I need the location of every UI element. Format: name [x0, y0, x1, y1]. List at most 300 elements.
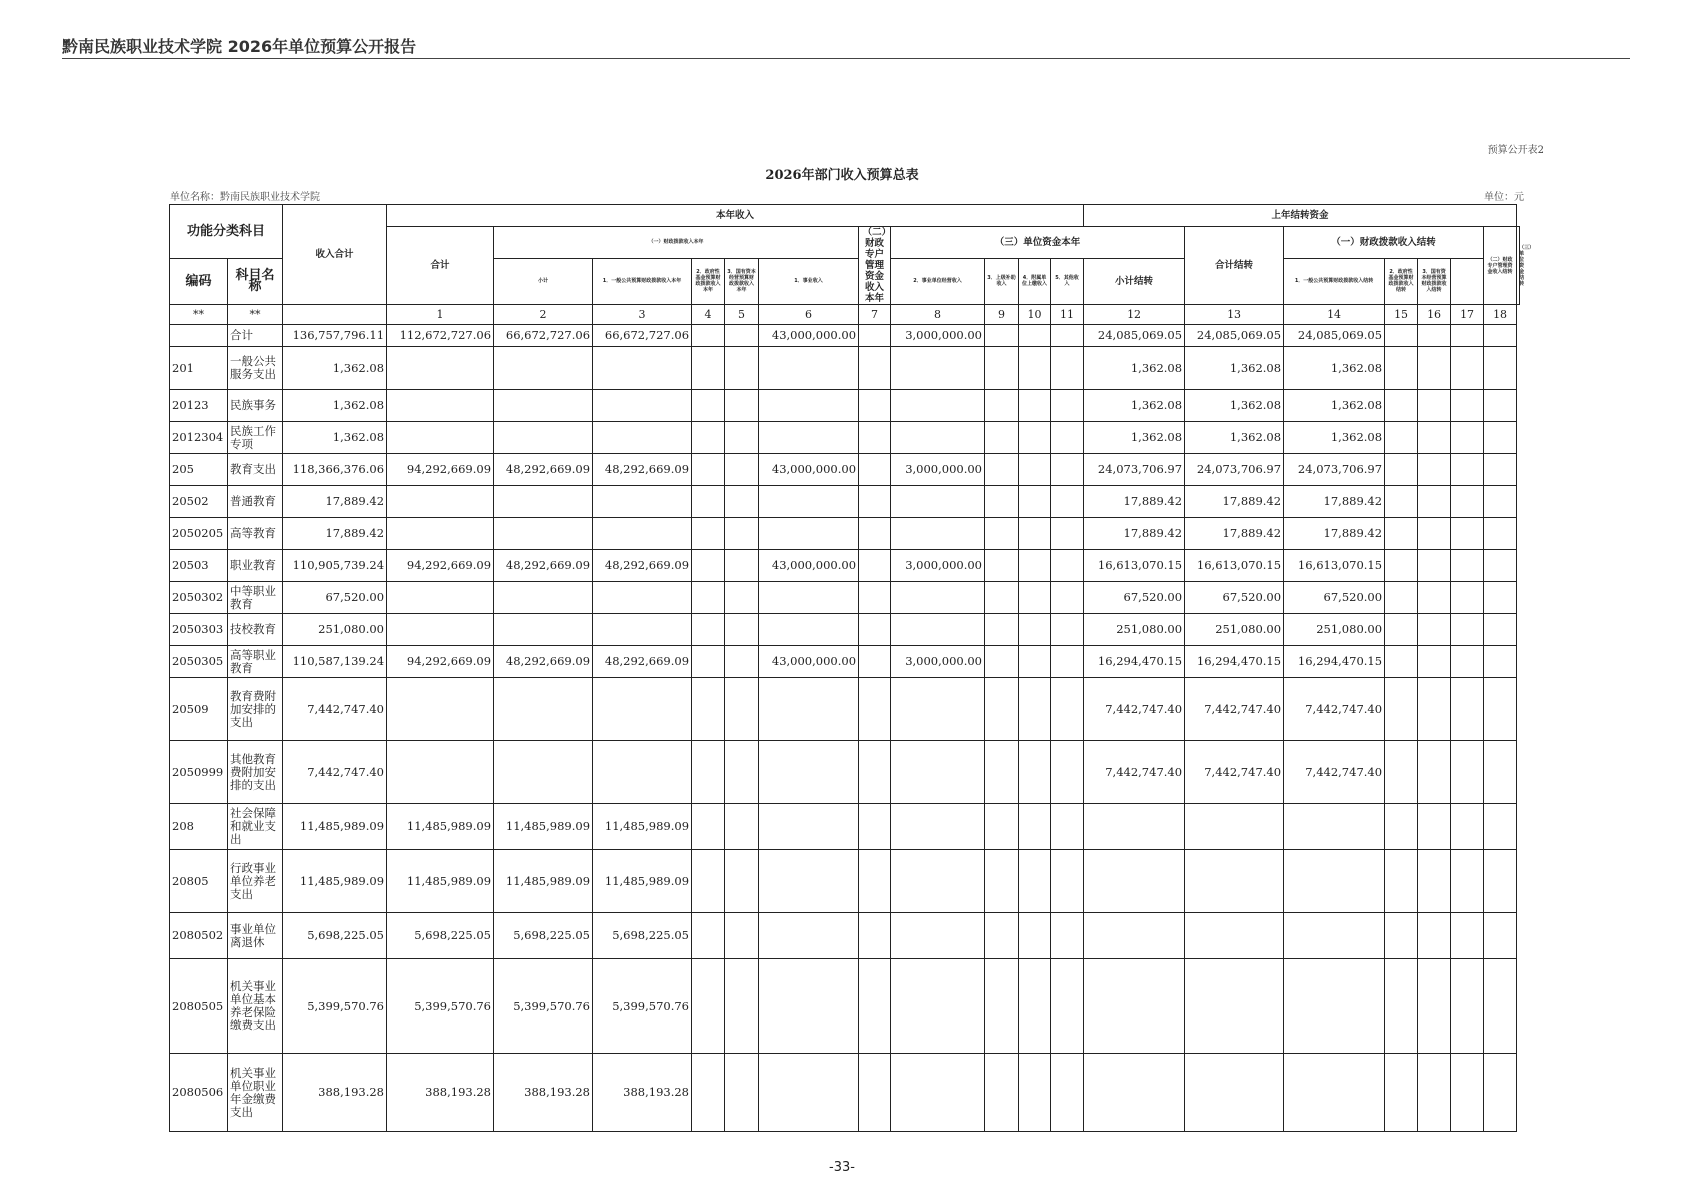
header-gov-fund: 2．政府性基金预算财政拨款收入本年 — [692, 258, 725, 304]
row-code: 20502 — [170, 486, 228, 518]
row-value: 24,073,706.97 — [1185, 454, 1284, 486]
row-code: 2050999 — [170, 741, 228, 804]
row-value — [692, 678, 725, 741]
row-value — [1451, 582, 1484, 614]
row-value — [1451, 614, 1484, 646]
row-value — [1418, 614, 1451, 646]
row-value: 110,587,139.24 — [283, 646, 387, 678]
row-value — [859, 614, 891, 646]
row-value — [1185, 913, 1284, 959]
row-value: 1,362.08 — [283, 422, 387, 454]
header-biz-income: 1．事业收入 — [759, 258, 859, 304]
row-value — [1284, 1054, 1385, 1132]
row-value — [1385, 550, 1418, 582]
row-value — [1051, 325, 1084, 347]
row-value: 7,442,747.40 — [283, 741, 387, 804]
row-value: 11,485,989.09 — [494, 850, 593, 913]
row-code: 20509 — [170, 678, 228, 741]
table-row — [170, 850, 1520, 913]
table-row — [170, 678, 1520, 741]
row-value — [1019, 325, 1051, 347]
row-value — [692, 1054, 725, 1132]
row-value — [692, 614, 725, 646]
row-value — [1019, 646, 1051, 678]
header-state-capital: 3．国有资本经营预算财政拨款收入本年 — [725, 258, 759, 304]
row-value: 43,000,000.00 — [759, 454, 859, 486]
row-value — [1451, 959, 1484, 1054]
col-number: 16 — [1418, 305, 1451, 325]
table-row — [170, 913, 1520, 959]
row-name: 民族事务 — [228, 390, 283, 422]
row-value — [1418, 486, 1451, 518]
row-value — [759, 741, 859, 804]
row-name: 普通教育 — [228, 486, 283, 518]
row-value — [759, 347, 859, 390]
row-value — [891, 804, 985, 850]
row-code: 20805 — [170, 850, 228, 913]
header-carry-general: 1．一般公共预算财政拨款收入结转 — [1284, 258, 1385, 304]
col-number: 9 — [985, 305, 1019, 325]
row-value: 48,292,669.09 — [494, 550, 593, 582]
row-value — [1084, 959, 1185, 1054]
row-value — [859, 325, 891, 347]
row-name: 民族工作专项 — [228, 422, 283, 454]
row-value: 388,193.28 — [593, 1054, 692, 1132]
row-value — [725, 347, 759, 390]
row-value — [1385, 582, 1418, 614]
row-value — [725, 325, 759, 347]
row-value: 17,889.42 — [1185, 518, 1284, 550]
row-value — [1385, 614, 1418, 646]
row-value — [1284, 959, 1385, 1054]
row-value — [692, 325, 725, 347]
table-number: 预算公开表2 — [1487, 145, 1544, 156]
row-value: 17,889.42 — [1185, 486, 1284, 518]
row-value: 5,698,225.05 — [387, 913, 494, 959]
header-sub-total: 合计 — [387, 227, 494, 305]
row-value — [494, 741, 593, 804]
row-value — [759, 518, 859, 550]
row-value: 11,485,989.09 — [593, 804, 692, 850]
row-value — [859, 913, 891, 959]
row-value — [1185, 959, 1284, 1054]
row-value — [759, 614, 859, 646]
row-value — [759, 850, 859, 913]
row-name: 其他教育费附加安排的支出 — [228, 741, 283, 804]
header-carry-state-capital: 3．国有资本经营预算财政拨款收入结转 — [1418, 258, 1451, 304]
row-value — [891, 678, 985, 741]
row-value: 16,613,070.15 — [1284, 550, 1385, 582]
row-value — [1051, 550, 1084, 582]
row-value — [1451, 454, 1484, 486]
row-value — [891, 913, 985, 959]
row-code: 2080502 — [170, 913, 228, 959]
row-value — [494, 347, 593, 390]
row-value — [1484, 741, 1517, 804]
row-value — [1451, 678, 1484, 741]
col-number: 11 — [1051, 305, 1084, 325]
header-func-category: 功能分类科目 — [170, 205, 283, 259]
row-value — [692, 422, 725, 454]
row-value — [759, 582, 859, 614]
row-value — [985, 850, 1019, 913]
row-value — [1385, 850, 1418, 913]
row-value — [725, 1054, 759, 1132]
row-value — [725, 850, 759, 913]
row-value — [1418, 390, 1451, 422]
row-value — [1484, 913, 1517, 959]
header-small-total: 小计 — [494, 258, 593, 304]
row-value: 110,905,739.24 — [283, 550, 387, 582]
header-general-budget: 1．一般公共预算财政拨款收入本年 — [593, 258, 692, 304]
row-value — [985, 347, 1019, 390]
row-value — [859, 646, 891, 678]
header-biz-unit-ops: 2．事业单位经营收入 — [891, 258, 985, 304]
row-value: 7,442,747.40 — [1084, 678, 1185, 741]
row-value: 43,000,000.00 — [759, 646, 859, 678]
row-value — [891, 741, 985, 804]
row-value — [494, 518, 593, 550]
row-value — [593, 614, 692, 646]
row-value — [1484, 486, 1517, 518]
row-name: 技校教育 — [228, 614, 283, 646]
row-value — [985, 390, 1019, 422]
row-value — [725, 390, 759, 422]
row-value: 5,698,225.05 — [494, 913, 593, 959]
row-value — [859, 678, 891, 741]
row-value: 24,073,706.97 — [1284, 454, 1385, 486]
row-value: 112,672,727.06 — [387, 325, 494, 347]
row-value: 251,080.00 — [1084, 614, 1185, 646]
row-value: 251,080.00 — [283, 614, 387, 646]
row-value — [985, 913, 1019, 959]
row-code: 208 — [170, 804, 228, 850]
row-value: 11,485,989.09 — [387, 804, 494, 850]
header-carry-small-total: 小计结转 — [1084, 258, 1185, 304]
row-value: 66,672,727.06 — [593, 325, 692, 347]
table-row — [170, 804, 1520, 850]
header-carry-special-mgmt: （二）财政专户管理资金收入结转 — [1484, 227, 1517, 305]
row-value — [985, 422, 1019, 454]
row-value — [725, 486, 759, 518]
row-value: 1,362.08 — [1084, 390, 1185, 422]
row-value: 16,613,070.15 — [1185, 550, 1284, 582]
row-value — [387, 486, 494, 518]
header-stars-code: ** — [170, 305, 228, 325]
row-value — [985, 959, 1019, 1054]
report-title: 2026年部门收入预算总表 — [765, 168, 919, 183]
row-value — [593, 486, 692, 518]
row-value — [494, 390, 593, 422]
row-value — [1418, 850, 1451, 913]
row-value — [1385, 347, 1418, 390]
row-value: 16,294,470.15 — [1284, 646, 1385, 678]
row-value — [1451, 550, 1484, 582]
row-value: 3,000,000.00 — [891, 325, 985, 347]
table-row — [170, 347, 1520, 390]
table-row — [170, 518, 1520, 550]
row-value — [891, 614, 985, 646]
row-value: 24,073,706.97 — [1084, 454, 1185, 486]
row-value — [1484, 454, 1517, 486]
row-value — [1385, 454, 1418, 486]
row-value — [1451, 741, 1484, 804]
row-value — [1418, 518, 1451, 550]
row-value — [1385, 913, 1418, 959]
table-row — [170, 486, 1520, 518]
row-value — [1484, 646, 1517, 678]
row-value — [891, 518, 985, 550]
row-value: 16,613,070.15 — [1084, 550, 1185, 582]
row-value — [1051, 959, 1084, 1054]
row-value — [859, 486, 891, 518]
table-row — [170, 582, 1520, 614]
row-value: 17,889.42 — [1084, 518, 1185, 550]
col-number: 18 — [1484, 305, 1517, 325]
row-value — [859, 959, 891, 1054]
unit-name: 单位名称：黔南民族职业技术学院 — [170, 192, 320, 203]
row-value: 1,362.08 — [1284, 347, 1385, 390]
row-value — [593, 518, 692, 550]
row-value — [1051, 804, 1084, 850]
row-value — [1019, 422, 1051, 454]
row-value — [1418, 678, 1451, 741]
row-value — [692, 550, 725, 582]
row-value — [1051, 850, 1084, 913]
row-value: 48,292,669.09 — [593, 646, 692, 678]
row-value: 3,000,000.00 — [891, 550, 985, 582]
row-value: 5,399,570.76 — [387, 959, 494, 1054]
row-value — [1019, 741, 1051, 804]
header-col-blank — [283, 305, 387, 325]
row-value: 5,698,225.05 — [283, 913, 387, 959]
row-value: 24,085,069.05 — [1185, 325, 1284, 347]
row-value — [1185, 804, 1284, 850]
row-value — [1051, 422, 1084, 454]
row-value — [1451, 422, 1484, 454]
row-value: 1,362.08 — [1284, 390, 1385, 422]
row-value — [1385, 804, 1418, 850]
row-value — [1019, 678, 1051, 741]
row-value — [859, 1054, 891, 1132]
row-value — [387, 347, 494, 390]
row-value: 251,080.00 — [1185, 614, 1284, 646]
row-name: 教育费附加安排的支出 — [228, 678, 283, 741]
row-value: 16,294,470.15 — [1084, 646, 1185, 678]
col-number: 3 — [593, 305, 692, 325]
row-value — [725, 550, 759, 582]
row-value — [891, 390, 985, 422]
row-value: 1,362.08 — [283, 390, 387, 422]
row-value — [891, 422, 985, 454]
row-value — [1051, 741, 1084, 804]
row-value — [1418, 913, 1451, 959]
header-total-income: 收入合计 — [283, 205, 387, 305]
header-prior-year: 上年结转资金 — [1084, 205, 1517, 227]
row-code: 201 — [170, 347, 228, 390]
row-value — [985, 486, 1019, 518]
row-value: 3,000,000.00 — [891, 646, 985, 678]
col-number: 14 — [1284, 305, 1385, 325]
row-value — [1084, 850, 1185, 913]
row-value — [985, 325, 1019, 347]
row-value: 11,485,989.09 — [593, 850, 692, 913]
col-number: 7 — [859, 305, 891, 325]
row-value — [1451, 347, 1484, 390]
row-value — [859, 550, 891, 582]
row-value — [725, 422, 759, 454]
row-value: 5,399,570.76 — [283, 959, 387, 1054]
row-value — [1451, 486, 1484, 518]
row-value — [1019, 550, 1051, 582]
row-value — [1418, 347, 1451, 390]
row-value — [1484, 518, 1517, 550]
row-value — [692, 959, 725, 1054]
row-name: 高等教育 — [228, 518, 283, 550]
row-value — [1484, 1054, 1517, 1132]
row-value — [1484, 422, 1517, 454]
row-value — [1019, 614, 1051, 646]
row-code: 2050305 — [170, 646, 228, 678]
row-value — [1385, 422, 1418, 454]
row-value — [725, 913, 759, 959]
row-value: 118,366,376.06 — [283, 454, 387, 486]
row-value — [1051, 646, 1084, 678]
row-value — [1451, 913, 1484, 959]
row-value: 67,520.00 — [1084, 582, 1185, 614]
table-row — [170, 390, 1520, 422]
row-value — [1019, 850, 1051, 913]
row-value — [725, 454, 759, 486]
row-value: 7,442,747.40 — [1284, 741, 1385, 804]
row-value — [692, 913, 725, 959]
row-name: 合计 — [228, 325, 283, 347]
row-value — [1451, 518, 1484, 550]
row-value — [1051, 614, 1084, 646]
row-value — [1051, 1054, 1084, 1132]
row-value — [593, 390, 692, 422]
row-value: 3,000,000.00 — [891, 454, 985, 486]
col-number: 5 — [725, 305, 759, 325]
row-value — [1284, 850, 1385, 913]
row-value — [1484, 959, 1517, 1054]
row-value — [985, 518, 1019, 550]
row-name: 行政事业单位养老支出 — [228, 850, 283, 913]
row-value — [1084, 913, 1185, 959]
row-value — [891, 1054, 985, 1132]
row-value — [859, 390, 891, 422]
row-value — [985, 646, 1019, 678]
row-value — [1051, 582, 1084, 614]
row-value — [1418, 959, 1451, 1054]
col-number: 4 — [692, 305, 725, 325]
row-value — [891, 850, 985, 913]
row-value — [1019, 486, 1051, 518]
row-value — [1019, 518, 1051, 550]
row-value: 1,362.08 — [1185, 422, 1284, 454]
row-value — [1284, 804, 1385, 850]
col-number: 13 — [1185, 305, 1284, 325]
row-value — [1418, 422, 1451, 454]
row-value: 7,442,747.40 — [1084, 741, 1185, 804]
row-value — [891, 959, 985, 1054]
row-name: 机关事业单位基本养老保险缴费支出 — [228, 959, 283, 1054]
row-name: 职业教育 — [228, 550, 283, 582]
row-value — [1385, 646, 1418, 678]
row-value — [692, 741, 725, 804]
row-value — [725, 518, 759, 550]
col-number: 6 — [759, 305, 859, 325]
row-value — [985, 550, 1019, 582]
row-value: 16,294,470.15 — [1185, 646, 1284, 678]
row-value — [593, 582, 692, 614]
row-value — [1451, 646, 1484, 678]
row-value: 388,193.28 — [283, 1054, 387, 1132]
row-value — [1284, 913, 1385, 959]
row-value — [891, 347, 985, 390]
row-code: 2012304 — [170, 422, 228, 454]
row-value: 5,399,570.76 — [494, 959, 593, 1054]
row-value — [1051, 486, 1084, 518]
header-name: 科目名称 — [228, 258, 283, 304]
row-value — [1451, 804, 1484, 850]
table-row — [170, 550, 1520, 582]
row-value — [759, 486, 859, 518]
row-value — [1385, 325, 1418, 347]
header-carry-gov-fund: 2．政府性基金预算财政拨款收入结转 — [1385, 258, 1418, 304]
row-value — [985, 614, 1019, 646]
row-name: 事业单位离退休 — [228, 913, 283, 959]
row-value — [1385, 741, 1418, 804]
row-value — [1484, 347, 1517, 390]
row-value — [859, 850, 891, 913]
row-value — [387, 422, 494, 454]
row-name: 高等职业教育 — [228, 646, 283, 678]
row-value — [1451, 390, 1484, 422]
header-subordinate-turnover: 4．附属单位上缴收入 — [1019, 258, 1051, 304]
row-value: 67,520.00 — [283, 582, 387, 614]
row-value — [985, 582, 1019, 614]
row-value — [387, 678, 494, 741]
row-value: 66,672,727.06 — [494, 325, 593, 347]
row-value — [1019, 1054, 1051, 1132]
col-number: 1 — [387, 305, 494, 325]
row-value — [692, 804, 725, 850]
row-value — [692, 390, 725, 422]
col-number: 12 — [1084, 305, 1185, 325]
row-value: 67,520.00 — [1185, 582, 1284, 614]
header-carry-total: 合计结转 — [1185, 227, 1284, 305]
row-value — [759, 390, 859, 422]
row-value — [494, 582, 593, 614]
row-value — [387, 518, 494, 550]
row-value — [1451, 1054, 1484, 1132]
col-number: 17 — [1451, 305, 1484, 325]
row-value — [1418, 741, 1451, 804]
row-value — [725, 741, 759, 804]
row-value — [692, 518, 725, 550]
row-value — [387, 582, 494, 614]
row-value — [1484, 582, 1517, 614]
row-value: 67,520.00 — [1284, 582, 1385, 614]
row-value — [1385, 678, 1418, 741]
row-value — [593, 422, 692, 454]
row-value — [1084, 1054, 1185, 1132]
row-value — [1418, 804, 1451, 850]
row-value — [759, 959, 859, 1054]
row-value: 48,292,669.09 — [494, 646, 593, 678]
col-number: 2 — [494, 305, 593, 325]
